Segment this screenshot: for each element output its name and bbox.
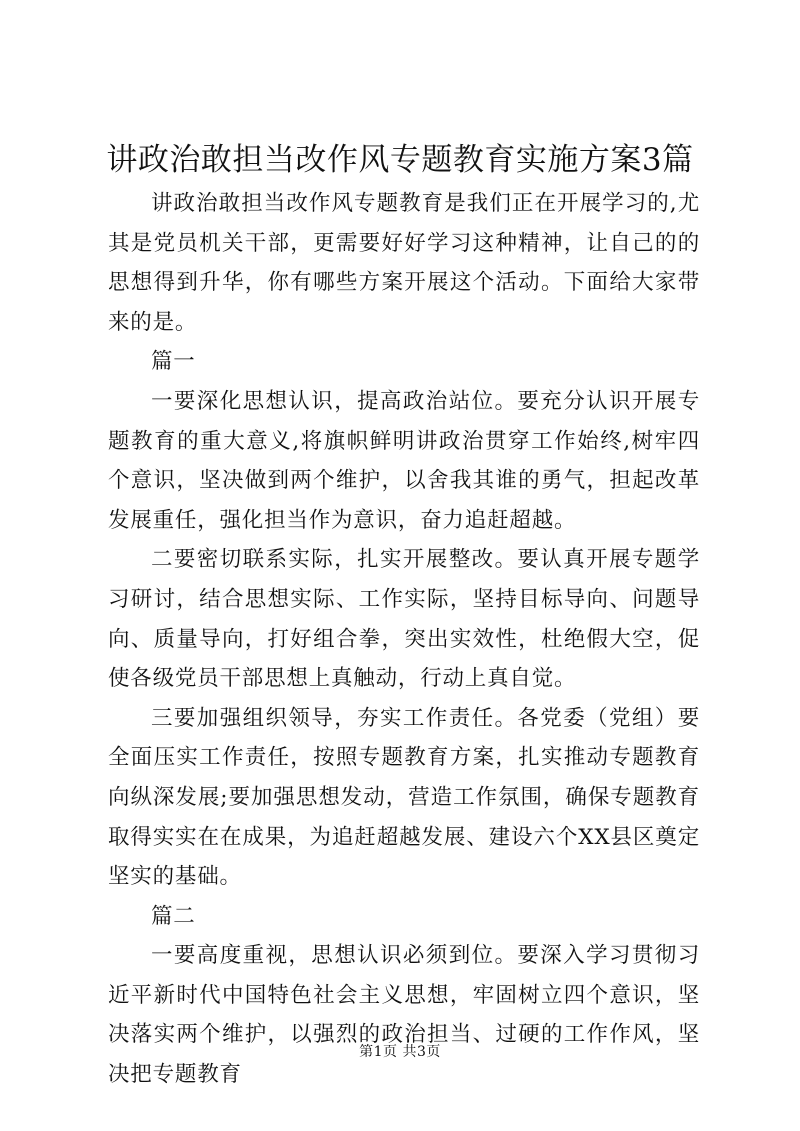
document-body (108, 184, 700, 1095)
section2-paragraph-1: 一要高度重视，思想认识必须到位。要深入学习贯彻习近平新时代中国特色社会主义思想，牢固树立四个意识，坚决落实两个维护，以强烈的政治担当、过硬的工作作风，坚决把专题教育 (108, 943, 700, 1088)
section-heading-1: 篇一 (151, 349, 196, 375)
intro-paragraph: 讲政治敢担当改作风专题教育是我们正在开展学习的,尤其是党员机关干部，更需要好好学习这种精神，让自己的的思想得到升华，你有哪些方案开展这个活动。下面给大家带来的是。 (108, 191, 700, 335)
section1-paragraph-2: 二要密切联系实际，扎实开展整改。要认真开展专题学习研讨，结合思想实际、工作实际，坚持目标导向、问题导向、质量导向，打好组合拳，突出实效性，杜绝假大空，促使各级党员干部思想上真触动，行动上真自觉。 (108, 547, 700, 692)
document-title: 讲政治敢担当改作风专题教育实施方案3篇 (106, 142, 694, 178)
section1-paragraph-3: 三要加强组织领导，夯实工作责任。各党委（党组）要全面压实工作责任，按照专题教育方案，扎实推动专题教育向纵深发展;要加强思想发动，营造工作氛围，确保专题教育取得实实在在成果，为追赶超越发展、建设六个XX县区奠定坚实的基础。 (108, 705, 700, 890)
page-number-footer: 第1页 共3页 (359, 1044, 441, 1060)
section-heading-2: 篇二 (151, 903, 196, 929)
section1-paragraph-1: 一要深化思想认识，提高政治站位。要充分认识开展专题教育的重大意义,将旗帜鲜明讲政治贯穿工作始终,树牢四个意识，坚决做到两个维护，以舍我其谁的勇气，担起改革发展重任，强化担当作为意识，奋力追赶超越。 (108, 388, 700, 533)
